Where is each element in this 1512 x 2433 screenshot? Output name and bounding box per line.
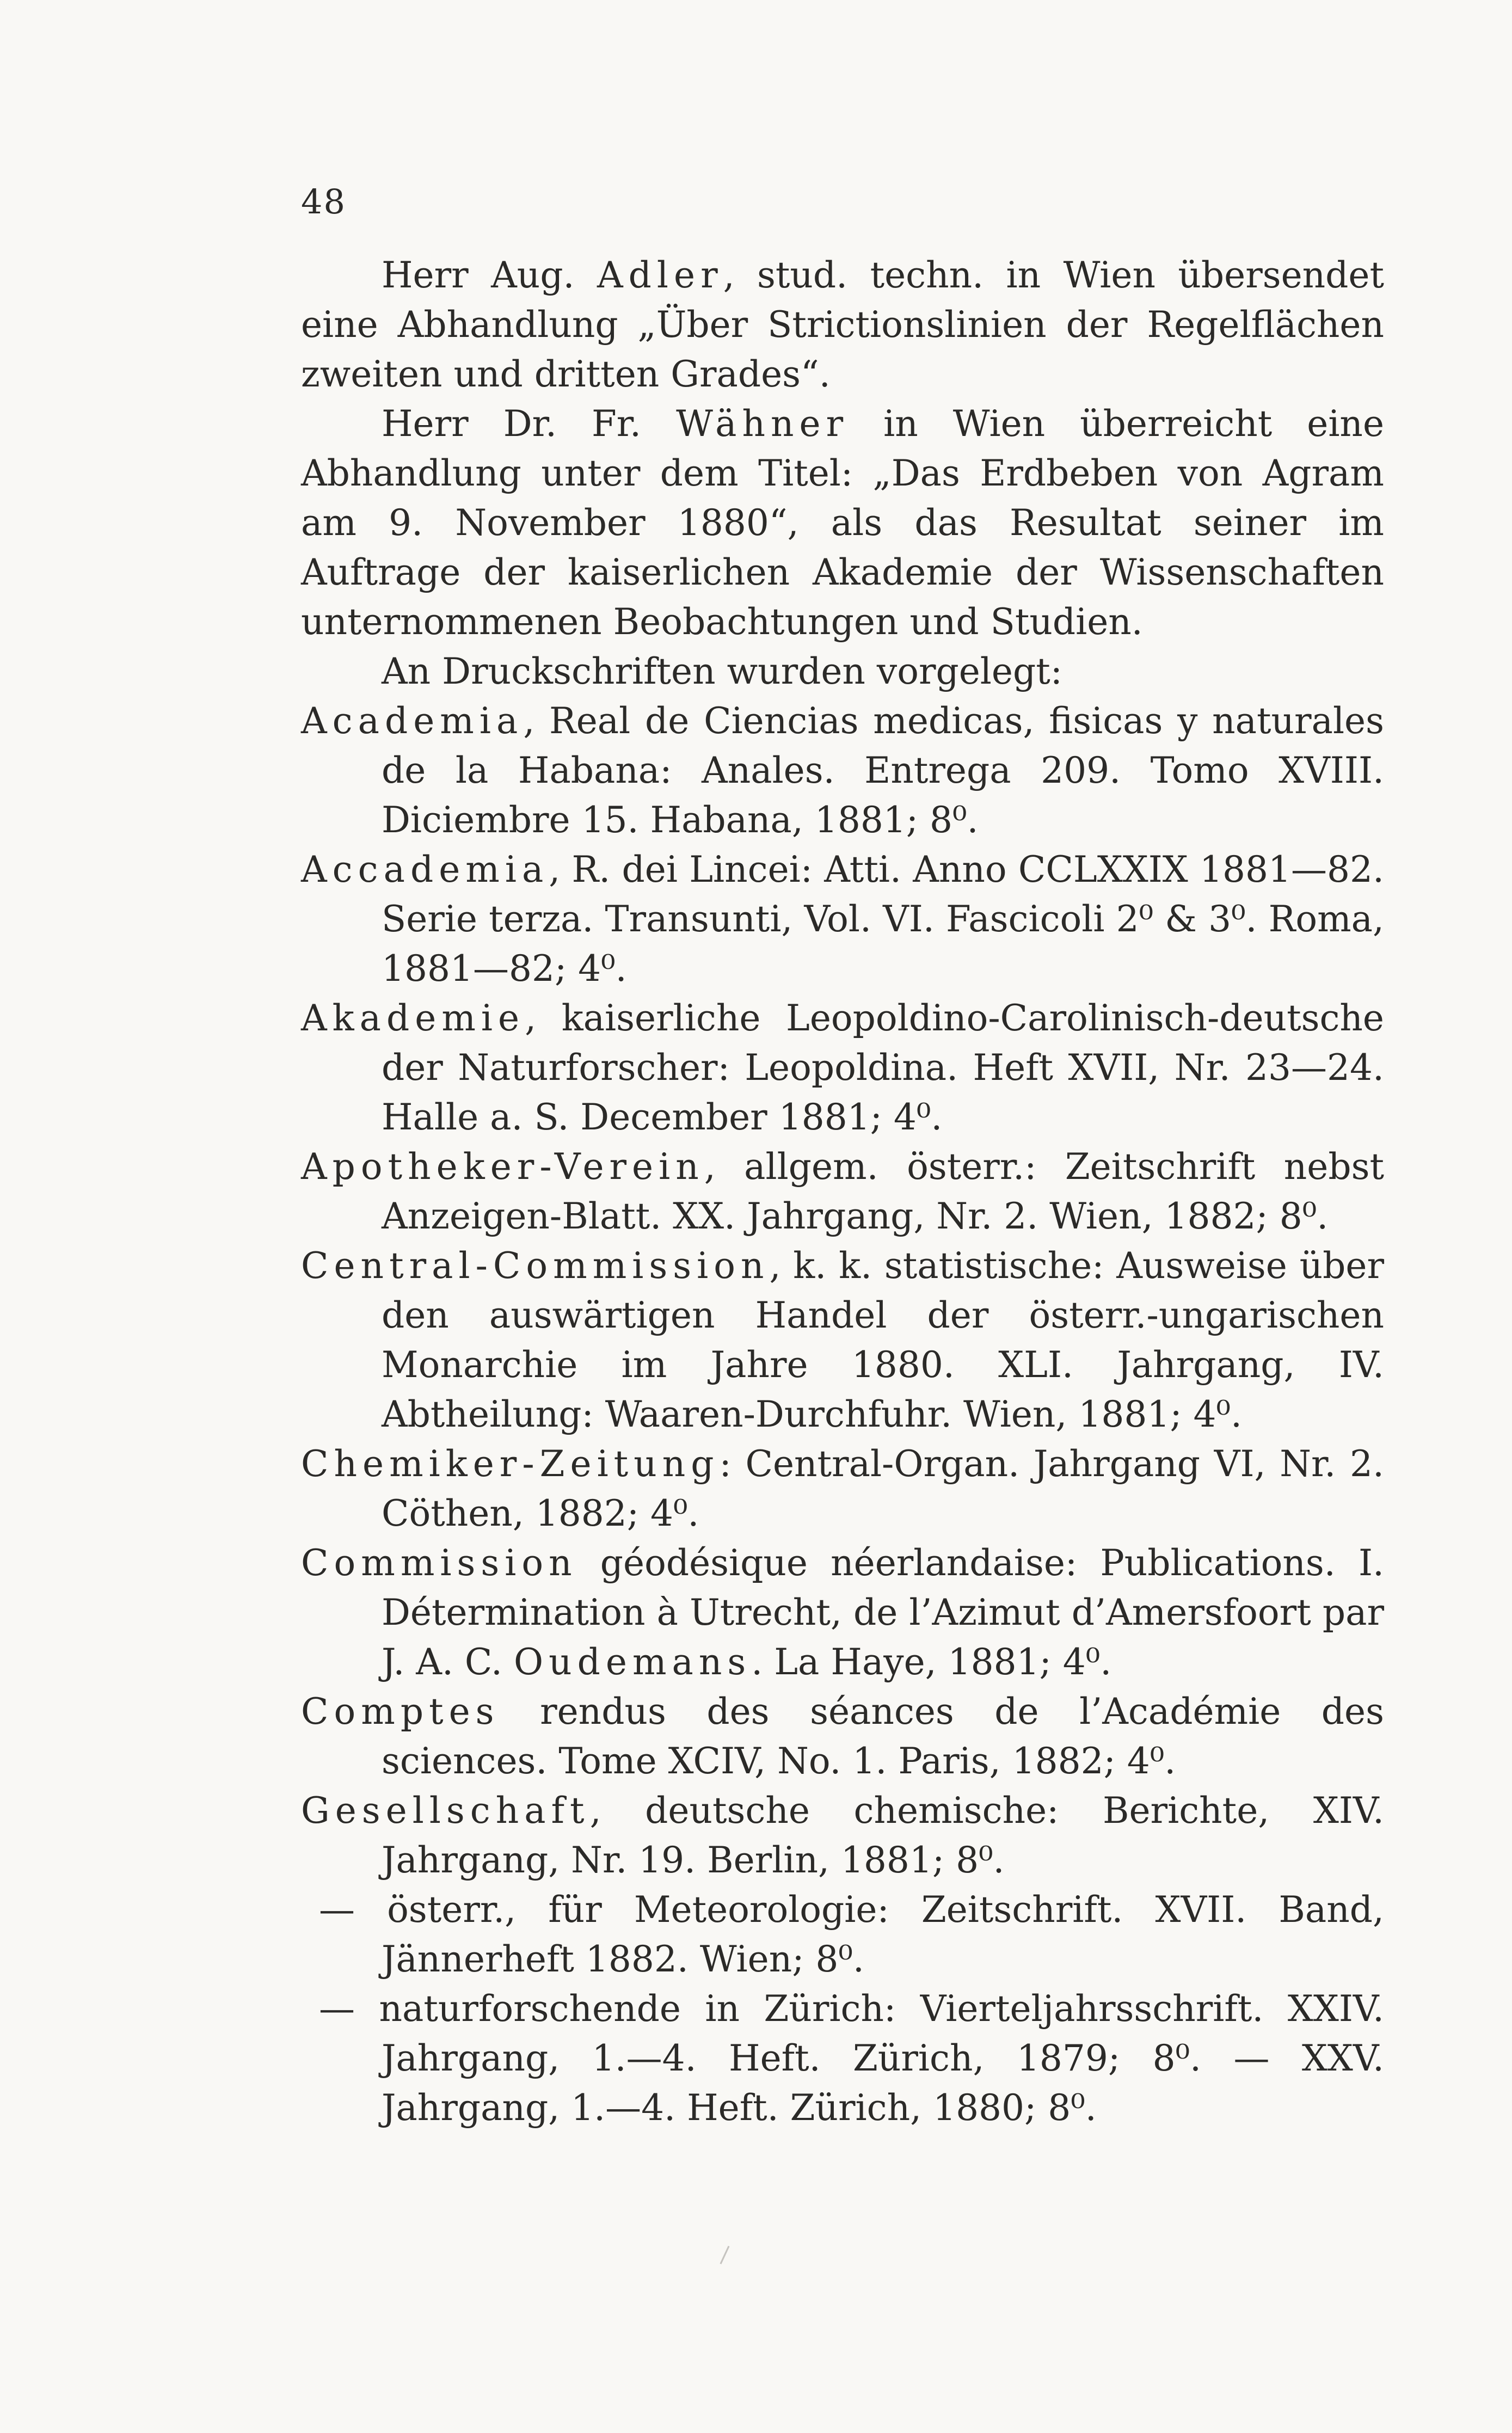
entry-head: Commission (301, 1542, 577, 1584)
entry-apotheker-verein (301, 1142, 1384, 1241)
entry-head: Chemiker-Zeitung (301, 1443, 720, 1485)
entry-central-commission (301, 1241, 1384, 1439)
entry-comptes-rendus (301, 1687, 1384, 1786)
entry-text: , Real de Ciencias medicas, fisicas y naturales de la Habana: Anales. Entrega 209. Tomo XVIII. Diciembre 15. Habana, 1881; 8⁰. (382, 700, 1384, 841)
author-name: Oudemans (514, 1641, 752, 1683)
entry-head: Central-Commission (301, 1245, 770, 1287)
entry-text: naturforschende in Zürich: Vierteljahrsschrift. XXIV. Jahrgang, 1.—4. Heft. Zürich, 1879; 8⁰. — XXV. Jahrgang, 1.—4. Heft. Zürich, 1880; 8⁰. (379, 1988, 1384, 2129)
entry-gesellschaft-meteorologie (301, 1885, 1384, 1984)
paragraph-text: , stud. techn. in Wien übersendet eine Abhandlung „Über Strictionslinien der Regelflächen zweiten und dritten Grades“. (301, 254, 1385, 395)
entry-text: rendus des séances de l’Académie des sciences. Tome XCIV, No. 1. Paris, 1882; 4⁰. (382, 1691, 1384, 1782)
entry-text: , R. dei Lincei: Atti. Anno CCLXXIX 1881—82. Serie terza. Transunti, Vol. VI. Fascicoli 2⁰ & 3⁰. Roma, 1881—82; 4⁰. (382, 849, 1384, 990)
entry-akademie (301, 993, 1384, 1142)
entry-head: Academia (301, 700, 524, 742)
author-name: Wähner (676, 403, 849, 445)
stray-ink-mark (720, 2246, 730, 2264)
entry-text: , k. k. statistische: Ausweise über den auswärtigen Handel der österr.-ungarischen Monarchie im Jahre 1880. XLI. Jahrgang, IV. Abtheilung: Waaren-Durchfuhr. Wien, 1881; 4⁰. (382, 1245, 1384, 1435)
paragraph-text: An Druckschriften wurden vorgelegt: (382, 650, 1062, 692)
entry-text: : Central-Organ. Jahrgang VI, Nr. 2. Cöthen, 1882; 4⁰. (382, 1443, 1384, 1534)
paragraph-adler (301, 250, 1384, 399)
entry-gesellschaft (301, 1786, 1384, 1885)
entry-head: Akademie (301, 997, 525, 1039)
entry-commission-geodesique (301, 1538, 1384, 1687)
paragraph-druckschriften (301, 647, 1384, 696)
entry-chemiker-zeitung (301, 1439, 1384, 1538)
entry-head: Gesellschaft (301, 1790, 590, 1832)
entry-tail: . La Haye, 1881; 4⁰. (751, 1641, 1112, 1683)
page-number: 48 (301, 182, 346, 222)
paragraph-text: in Wien überreicht eine Abhandlung unter dem Titel: „Das Erdbeben von Agram am 9. November 1880“, als das Resultat seiner im Auftrage der kaiserlichen Akademie der Wissenschaften unternommenen Beobachtungen und Studien. (301, 403, 1385, 643)
entry-text: géodésique néerlandaise: Publications. I. Détermination à Utrecht, de l’Azimut d’Amersfoort par J. A. C. (382, 1542, 1384, 1683)
entry-head: Accademia (301, 849, 549, 890)
entry-text: , deutsche chemische: Berichte, XIV. Jahrgang, Nr. 19. Berlin, 1881; 8⁰. (382, 1790, 1384, 1881)
continuation-dash: — (319, 1988, 379, 2030)
continuation-dash: — (319, 1889, 388, 1931)
entry-gesellschaft-zuerich (301, 1984, 1384, 2133)
author-name: Adler (597, 254, 723, 296)
entry-text: , kaiserliche Leopoldino-Carolinisch-deutsche der Naturforscher: Leopoldina. Heft XVII, Nr. 23—24. Halle a. S. December 1881; 4⁰. (382, 997, 1384, 1138)
entry-accademia (301, 845, 1384, 993)
entry-academia (301, 696, 1384, 845)
entry-text: österr., für Meteorologie: Zeitschrift. XVII. Band, Jännerheft 1882. Wien; 8⁰. (382, 1889, 1385, 1980)
paragraph-waehner (301, 399, 1384, 647)
paragraph-lead: Herr Dr. Fr. (382, 403, 677, 445)
entry-head: Apotheker-Verein (301, 1146, 704, 1188)
paragraph-lead: Herr Aug. (382, 254, 597, 296)
entry-head: Comptes (301, 1691, 500, 1732)
text-body (301, 250, 1384, 2133)
entry-text: , allgem. österr.: Zeitschrift nebst Anzeigen-Blatt. XX. Jahrgang, Nr. 2. Wien, 1882; 8⁰. (382, 1146, 1384, 1237)
